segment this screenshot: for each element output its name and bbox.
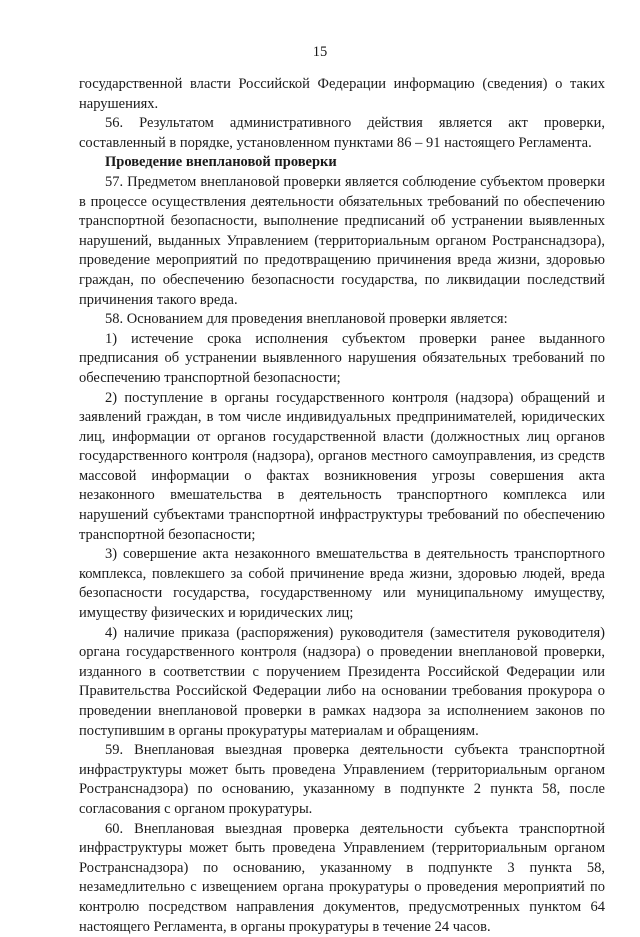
document-body [79, 75, 605, 937]
paragraph-continuation: государственной власти Российской Федерации информацию (сведения) о таких нарушениях. [79, 76, 605, 112]
paragraph-58-item-4: 4) наличие приказа (распоряжения) руководителя (заместителя руководителя) органа государственного контроля (надзора) о проведении внеплановой проверки, изданного в соответствии с поручением Президента Российской Федерации или Правительства Российской Федерации либо на основании требования прокурора о проведении внеплановой проверки в рамках надзора за исполнением законов по поступившим в органы прокуратуры материалам и обращениям. [79, 624, 605, 739]
page-number: 15 [312, 44, 328, 60]
paragraph-58-item-3: 3) совершение акта незаконного вмешательства в деятельность транспортного комплекса, повлекшего за собой причинение вреда жизни, здоровью людей, вреда безопасности государства, государственному или муниципальному имуществу, имуществу физических и юридических лиц; [79, 546, 605, 622]
paragraph-56: 56. Результатом административного действия является акт проверки, составленный в порядке, установленном пунктами 86 – 91 настоящего Регламента. [79, 115, 605, 151]
paragraph-58-item-2: 2) поступление в органы государственного контроля (надзора) обращений и заявлений граждан, в том числе индивидуальных предпринимателей, юридических лиц, информации от органов государственной власти (должностных лиц органов государственного контроля (надзора), органов местного самоуправления, из средств массовой информации о фактах возникновения угрозы совершения акта незаконного вмешательства в деятельность транспортного комплекса или нарушений субъектами транспортной инфраструктуры требований по обеспечению транспортной безопасности; [79, 389, 605, 543]
paragraph-58: 58. Основанием для проведения внеплановой проверки является: [105, 311, 508, 328]
paragraph-59: 59. Внеплановая выездная проверка деятельности субъекта транспортной инфраструктуры может быть проведена Управлением (территориальным органом Ространснадзора) по основанию, указанному в подпункте 2 пункта 58, после согласования с органом прокуратуры. [79, 742, 605, 817]
paragraph-58-item-1: 1) истечение срока исполнения субъектом проверки ранее выданного предписания об устранении выявленного нарушения обязательных требований по обеспечению транспортной безопасности; [79, 330, 605, 386]
paragraph-60: 60. Внеплановая выездная проверка деятельности субъекта транспортной инфраструктуры может быть проведена Управлением (территориальным органом Ространснадзора) по основанию, указанному в подпункте 3 пункта 58, незамедлительно с извещением органа прокуратуры о проведения мероприятий по контролю посредством направления документов, предусмотренных пунктом 64 настоящего Регламента, в органы прокуратуры в течение 24 часов. [79, 820, 605, 935]
section-heading: Проведение внеплановой проверки [105, 154, 337, 171]
paragraph-57: 57. Предметом внеплановой проверки является соблюдение субъектом проверки в процессе осуществления деятельности обязательных требований по обеспечению транспортной безопасности, выполнение предписаний об устранении выявленных нарушений, выданных Управлением (территориальным органом Ространснадзора), проведение мероприятий по предотвращению причинения вреда жизни, здоровью граждан, по обеспечению безопасности государства, по ликвидации последствий причинения такого вреда. [79, 173, 605, 308]
